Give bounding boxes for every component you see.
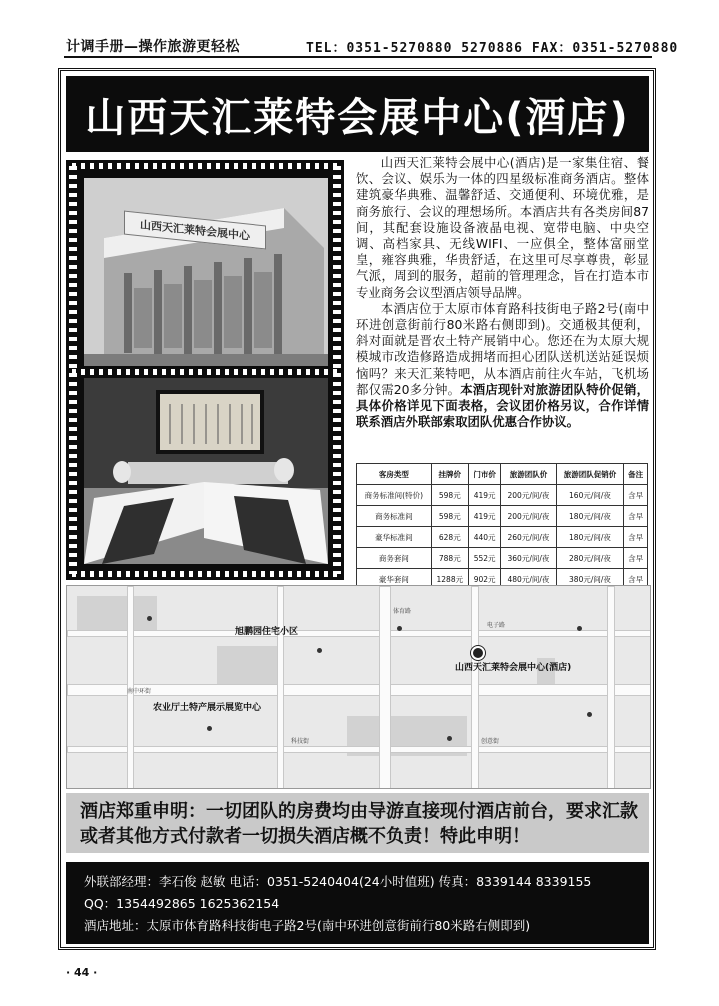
price-table [356,463,648,590]
title-banner [66,76,649,152]
table-cell: 含早 [624,548,648,569]
table-cell: 商务标准间(特价) [357,485,432,506]
table-cell: 含早 [624,485,648,506]
table-cell: 628元 [431,527,468,548]
map-stop [587,712,592,717]
map-road [277,586,284,789]
contact-line-qq: QQ：1354492865 1625362154 [84,896,280,911]
hotel-building-photo [84,178,328,366]
table-cell: 380元/间/夜 [556,569,624,590]
col-remark: 备注 [624,464,648,485]
table-cell: 160元/间/夜 [556,485,624,506]
table-cell: 902元 [468,569,500,590]
map-road [607,586,615,789]
map-label-road: 创意街 [481,738,500,745]
table-cell: 1288元 [431,569,468,590]
map-road [67,630,651,637]
hotel-room-photo [84,378,328,564]
location-map [66,585,651,789]
table-cell: 598元 [431,506,468,527]
table-cell: 280元/间/夜 [556,548,624,569]
hotel-location-pin-icon [471,646,485,660]
hotel-statement-box [66,793,649,853]
table-cell: 200元/间/夜 [501,506,556,527]
header-tagline: 计调手册—操作旅游更轻松 [66,39,240,55]
contact-line-manager-phone: 外联部经理：李石俊 赵敏 电话：0351-5240404(24小时值班) 传真：8339144 8339155 [84,874,592,889]
map-road-tiyu [379,586,391,789]
map-stop [317,648,322,653]
page-number: · 44 · [66,966,98,979]
map-label-road: 电子路 [487,622,506,629]
table-cell: 480元/间/夜 [501,569,556,590]
table-row [357,485,648,506]
film-holes-middle [72,369,338,375]
description-paragraph-1: 山西天汇莱特会展中心(酒店)是一家集住宿、餐饮、会议、娱乐为一体的四星级标准商务酒店。整体建筑豪华典雅、温馨舒适、交通便利、环境优雅，是商务旅行、会议的理想场所。本酒店共有各类房间87间，其配套设施设备液晶电视、宽带电脑、中央空调、高档家具、无线WIFI、一应俱全，整体富丽堂皇，雍容典雅，华贵舒适，在这里可尽享尊贵，彰显气派，周到的服务，超前的管理理念，旨在打造本市专业商务会议型酒店领导品牌。 [356,155,649,300]
hotel-statement-text: 酒店郑重申明：一切团队的房费均由导游直接现付酒店前台，要求汇款或者其他方式付款者一切损失酒店概不负责！特此申明！ [80,801,638,847]
header-tel-fax: TEL：0351-5270880 5270886 FAX：0351-5270880 [306,41,679,56]
film-holes-bottom [72,571,338,577]
table-cell: 788元 [431,548,468,569]
table-cell: 商务套间 [357,548,432,569]
table-cell: 360元/间/夜 [501,548,556,569]
table-cell: 598元 [431,485,468,506]
map-road-chuangyi [471,586,479,789]
map-road-nanzhonghuan [67,684,651,696]
map-stop [207,726,212,731]
table-cell: 419元 [468,506,500,527]
film-holes-top [72,163,338,169]
photo-filmstrip [66,160,344,580]
table-cell: 豪华标准间 [357,527,432,548]
col-room-type: 客房类型 [357,464,432,485]
map-label-road: 科技街 [291,738,310,745]
col-tour-promo-rate: 旅游团队促销价 [556,464,624,485]
map-label-hotel: 山西天汇莱特会展中心(酒店) [455,663,572,673]
map-stop [447,736,452,741]
map-label-expo: 农业厅土特产展示展览中心 [153,703,262,713]
map-label-community: 旭鹏园住宅小区 [235,627,299,637]
map-road [67,746,651,753]
table-row [357,548,648,569]
price-table-header-row [357,464,648,485]
hotel-description [356,155,649,430]
room-illustration [84,378,328,564]
table-cell: 含早 [624,569,648,590]
building-sign: 山西天汇莱特会展中心 [124,211,266,250]
description-promo-text: 本酒店现针对旅游团队特价促销，具体价格详见下面表格，会议团价格另议，合作详情联系酒店外联部索取团队优惠合作协议。 [356,381,649,430]
table-cell: 180元/间/夜 [556,527,624,548]
contact-line-address: 酒店地址：太原市体育路科技街电子路2号(南中环进创意街前行80米路右侧即到) [84,918,531,933]
table-row [357,527,648,548]
table-cell: 含早 [624,527,648,548]
table-row [357,506,648,527]
map-label-road: 南中环街 [127,688,152,695]
table-cell: 200元/间/夜 [501,485,556,506]
description-paragraph-2 [356,301,649,431]
col-tour-rate: 旅游团队价 [501,464,556,485]
table-cell: 440元 [468,527,500,548]
table-cell: 260元/间/夜 [501,527,556,548]
table-cell: 商务标准间 [357,506,432,527]
page-title: 山西天汇莱特会展中心(酒店) [85,94,630,141]
table-cell: 豪华套间 [357,569,432,590]
table-cell: 180元/间/夜 [556,506,624,527]
contact-box [66,862,649,944]
map-label-road: 体育路 [393,608,412,615]
map-stop [577,626,582,631]
col-rack-rate: 挂牌价 [431,464,468,485]
building-illustration [84,178,328,366]
description-paragraph-2-text: 本酒店位于太原市体育路科技街电子路2号(南中环进创意街前行80米路右侧即到)。交通极其便利，斜对面就是晋农土特产展销中心。您还在为太原大规模城市改造修路造成拥堵而担心团队送机送站延误烦恼吗？来天汇莱特吧，从本酒店前往火车站，飞机场都仅需20多分钟。 [356,300,649,397]
map-stop [147,616,152,621]
col-walkin-rate: 门市价 [468,464,500,485]
table-cell: 419元 [468,485,500,506]
table-cell: 552元 [468,548,500,569]
table-cell: 含早 [624,506,648,527]
map-stop [397,626,402,631]
header-strip [64,34,679,58]
